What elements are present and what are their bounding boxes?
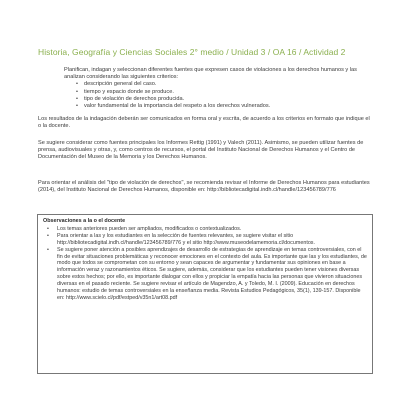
intro-section	[64, 67, 374, 110]
list-item: • valor fundamental de la importancia del respeto a los derechos vulnerados.	[78, 103, 374, 110]
observations-list	[43, 226, 367, 302]
list-item: • tipo de violación de derechos producida.	[78, 96, 374, 103]
list-item: • Para orientar a las y los estudiantes en la selección de fuentes relevantes, se sugiere visitar el sitio http://bibliotecadigital.indh.cl/handle/123456789/776 y el sitio http://www.museodelamemoria.cl/documentos.	[53, 233, 367, 247]
intro-lead: Planifican, indagan y seleccionan diferentes fuentes que expresen casos de violaciones a los derechos humanos y las analizan considerando las siguientes criterios:	[64, 67, 357, 81]
sources-paragraph: Se sugiere considerar como fuentes principales los Informes Rettig (1991) y Valech (2011). Asimismo, se pueden utilizar fuentes de prensa, audiovisuales y otras, y, como centros de recursos, el portal del Instituto Nacional de Derechos Humanos y el Centro de Documentación del Museo de la Memoria y los Derechos Humanos.	[38, 140, 364, 161]
list-item: • Se sugiere poner atención a posibles aprendizajes de desarrollo de estrategias de aprendizaje en temas controversiales, con el fin de evitar situaciones problemáticas y reconocer emociones en el contexto del aula. Es importante que las y los estudiantes, de modo que todos se comprometan con su entorno y sean capaces de argumentar y fundamentar sus opiniones en base a información veraz y razonamientos éticos. Se sugiere, además, considerar que los estudiantes pueden tener visiones diversas sobre estos hechos; por ello, es importante dialogar con ellos y propiciar la empatía hacia las personas que vivieron situaciones diversas en el pasado reciente. Se sugiere revisar el artículo de Magendzo, A. y Toledo, M. I. (2009). Educación en derechos humanos: estudio de temas controversiales en la enseñanza media. Revista Estudios Pedagógicos, 35(1), 139-157. Disponible en: http://www.scielo.cl/pdf/estped/v35n1/art08.pdf	[53, 247, 367, 302]
list-item: • descripción general del caso.	[78, 81, 374, 88]
list-item: • tiempo y espacio donde se produce.	[78, 89, 374, 96]
observations-title: Observaciones a la o el docente	[43, 218, 126, 224]
results-paragraph: Los resultados de la indagación deberán ser comunicados en forma oral y escrita, de acuerdo a los criterios en formato que indique el o la docente.	[38, 116, 370, 130]
page-title: Historia, Geografía y Ciencias Sociales 2° medio / Unidad 3 / OA 16 / Actividad 2	[38, 47, 346, 57]
list-item: • Los temas anteriores pueden ser ampliados, modificados o contextualizados.	[53, 226, 367, 233]
criteria-list	[64, 81, 374, 110]
analysis-paragraph: Para orientar el análisis del "tipo de violación de derechos", se recomienda revisar el Informe de Derechos Humanos para estudiantes (2014), del Instituto Nacional de Derechos Humanos, disponible en: http://bibliotecadigital.indh.cl/handle/123456789/776	[38, 180, 370, 194]
teacher-observations-box	[37, 214, 373, 374]
